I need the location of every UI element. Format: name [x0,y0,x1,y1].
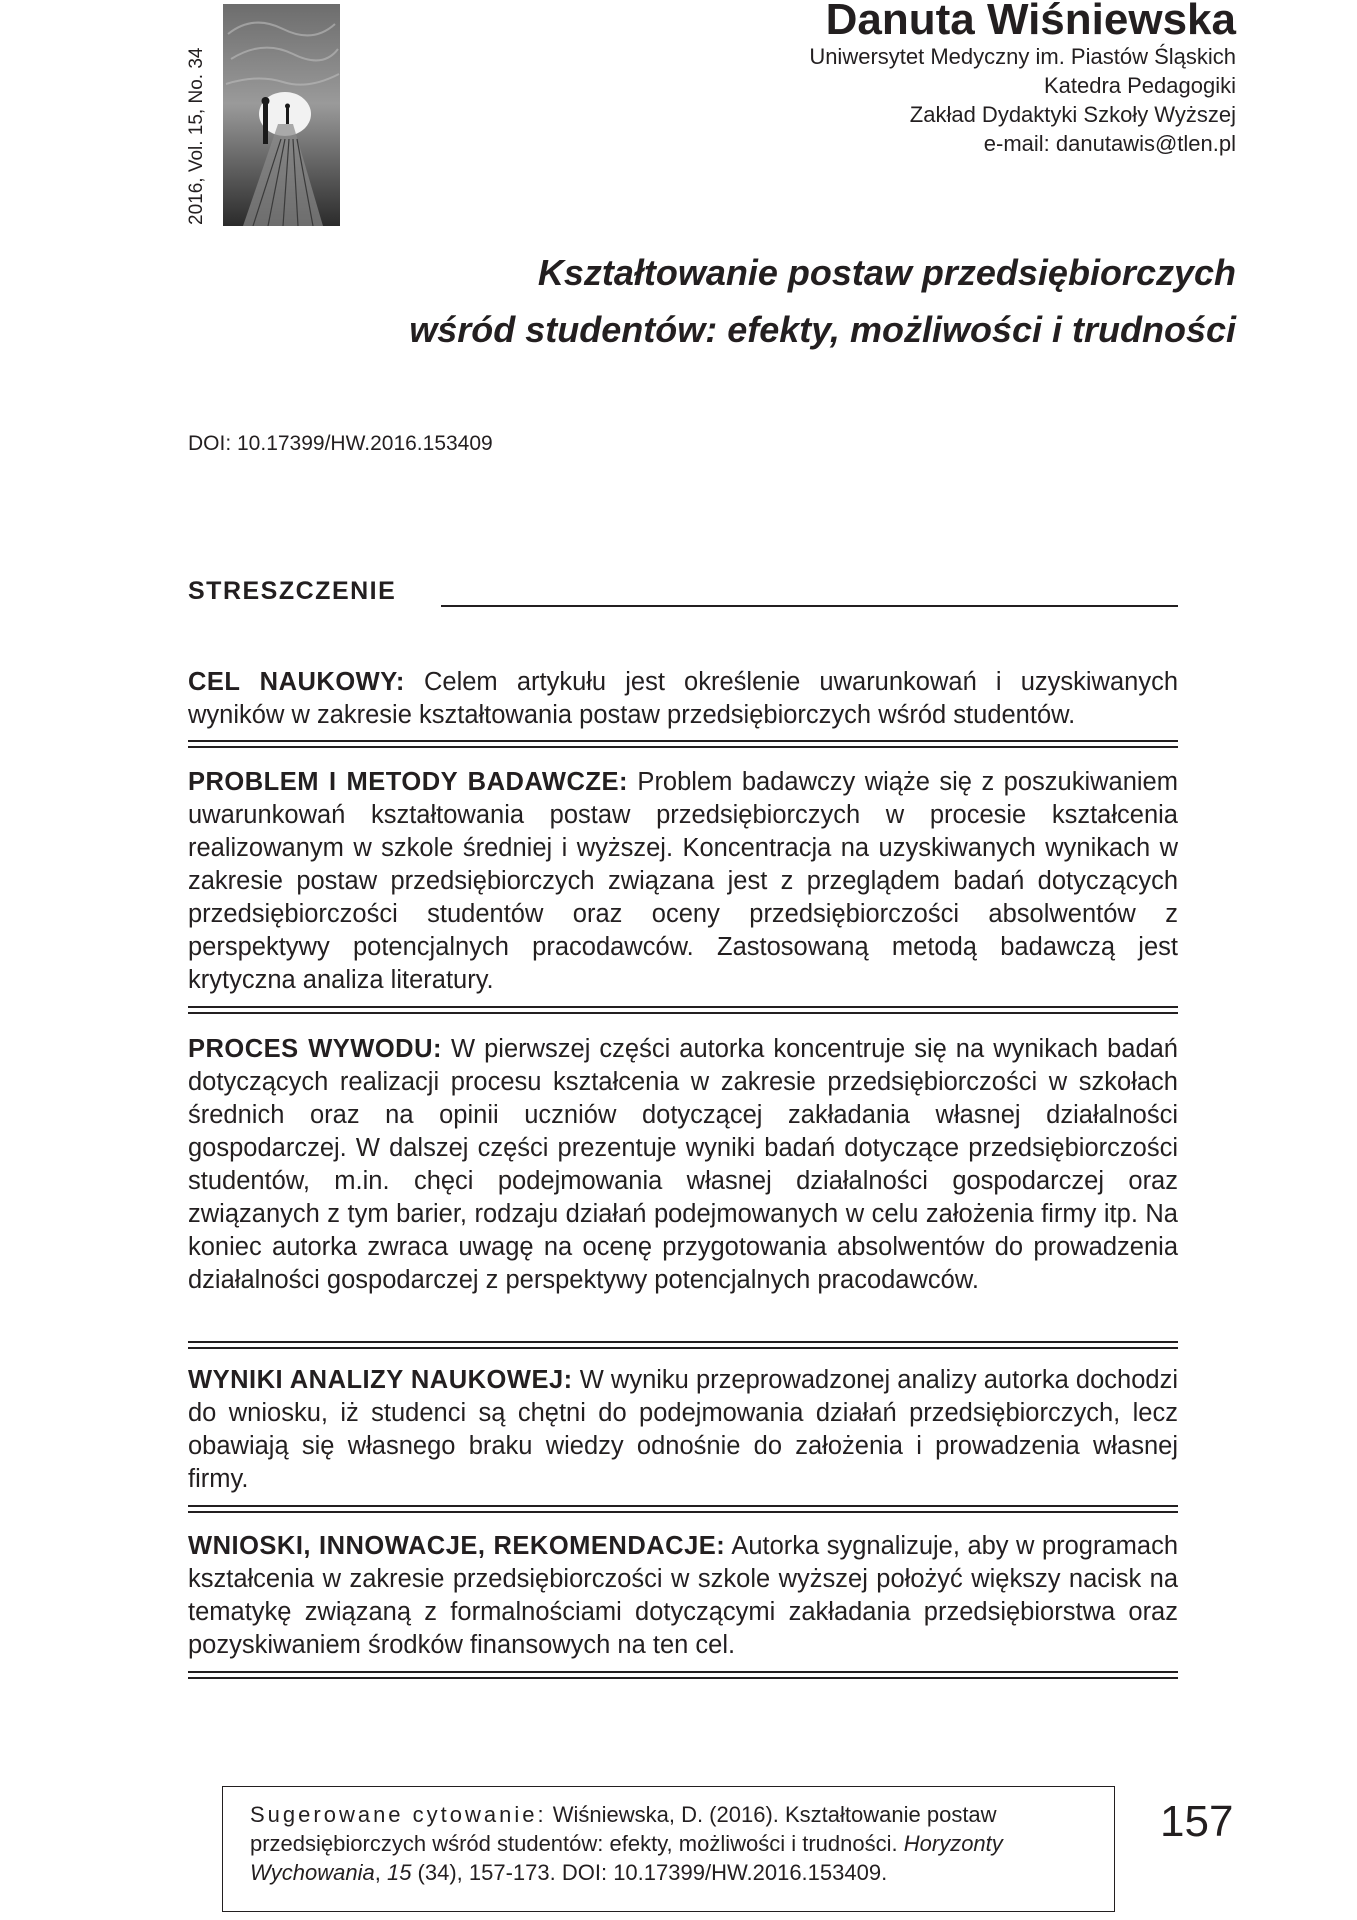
page-number: 157 [1160,1797,1234,1846]
title-line-2: wśród studentów: efekty, możliwości i trudności [409,309,1236,350]
affiliation-university: Uniwersytet Medyczny im. Piastów Śląskich [809,44,1236,69]
affiliation-department: Katedra Pedagogiki [1043,73,1236,98]
section-label: WYNIKI ANALIZY NAUKOWEJ: [188,1366,573,1394]
section-aim [188,666,1178,732]
author-email: e-mail: danutawis@tlen.pl [983,131,1236,156]
journal-volume-line: 2016, Vol. 15, No. 34 [186,47,207,225]
doi: DOI: 10.17399/HW.2016.153409 [188,432,493,455]
section-text: W pierwszej części autorka koncentruje się na wynikach badań dotyczących realizacji procesu kształcenia w zakresie przedsiębiorczości w szkołach średnich oraz na opinii uczniów dotyczącej zakładania własnej działalności gospodarczej. W dalszej części prezentuje wyniki badań dotyczące przedsiębiorczości studentów, m.in. chęci podejmowania własnej działalności gospodarczej oraz związanych z tym barier, rodzaju działań podejmowanych w celu założenia firmy itp. Na koniec autorka zwraca uwagę na ocenę przygotowania absolwentów do prowadzenia działalności gospodarczej z perspektywy potencjalnych pracodawców. [188,1035,1178,1294]
section-reasoning [188,1033,1178,1297]
section-text: Autorka sygnalizuje, aby w programach kształcenia w zakresie przedsiębiorczości w szkole wyższej położyć większy nacisk na tematykę związaną z formalnościami dotyczącymi zakładania przedsiębiorstwa oraz pozyskiwaniem środków finansowych na ten cel. [188,1532,1179,1659]
citation-pages-doi: (34), 157-173. DOI: 10.17399/HW.2016.153409. [411,1860,888,1885]
citation-journal: Horyzonty Wychowania [250,1831,1003,1885]
section-divider [188,1341,1178,1349]
citation-text: Wiśniewska, D. (2016). Kształtowanie postaw przedsiębiorczych wśród studentów: efekty, możliwości i trudności. [250,1802,997,1856]
section-text: Problem badawczy wiąże się z poszukiwaniem uwarunkowań kształtowania postaw przedsiębiorczych w procesie kształcenia realizowanym w szkole średniej i wyższej. Koncentracja na uzyskiwanych wynikach w zakresie postaw przedsiębiorczych związana jest z przeglądem badań dotyczących przedsiębiorczości studentów oraz oceny przedsiębiorczości absolwentów z perspektywy potencjalnych pracodawców. Zastosowaną metodą badawczą jest krytyczna analiza literatury. [188,768,1178,994]
heading-rule [441,605,1178,607]
abstract-heading: STRESZCZENIE [188,577,397,605]
section-divider [188,1671,1178,1679]
section-text: W wyniku przeprowadzonej analizy autorka dochodzi do wniosku, iż studenci są chętni do podejmowania działań przedsiębiorczych, lecz obawiają się własnego braku wiedzy odnośnie do założenia i prowadzenia własnej firmy. [188,1366,1178,1493]
affiliation-unit: Zakład Dydaktyki Szkoły Wyższej [909,102,1236,127]
section-divider [188,1505,1178,1513]
section-divider [188,1006,1178,1014]
citation-label: Sugerowane cytowanie: [250,1802,547,1827]
author-header [809,0,1236,158]
section-problem-methods [188,766,1178,997]
section-label: CEL NAUKOWY: [188,668,405,696]
section-label: PROCES WYWODU: [188,1035,443,1063]
section-conclusions [188,1530,1178,1662]
journal-cover-image [223,4,340,226]
citation-volume: 15 [386,1860,412,1885]
section-divider [188,740,1178,748]
section-label: WNIOSKI, INNOWACJE, REKOMENDACJE: [188,1532,726,1560]
suggested-citation [250,1800,1100,1887]
citation-separator: , [374,1860,387,1885]
article-title [409,244,1236,358]
section-results [188,1364,1178,1496]
title-line-1: Kształtowanie postaw przedsiębiorczych [537,252,1236,293]
section-text: Celem artykułu jest określenie uwarunkowań i uzyskiwanych wyników w zakresie kształtowania postaw przedsiębiorczych wśród studentów. [188,668,1178,729]
author-name: Danuta Wiśniewska [825,0,1236,44]
section-label: PROBLEM I METODY BADAWCZE: [188,768,628,796]
